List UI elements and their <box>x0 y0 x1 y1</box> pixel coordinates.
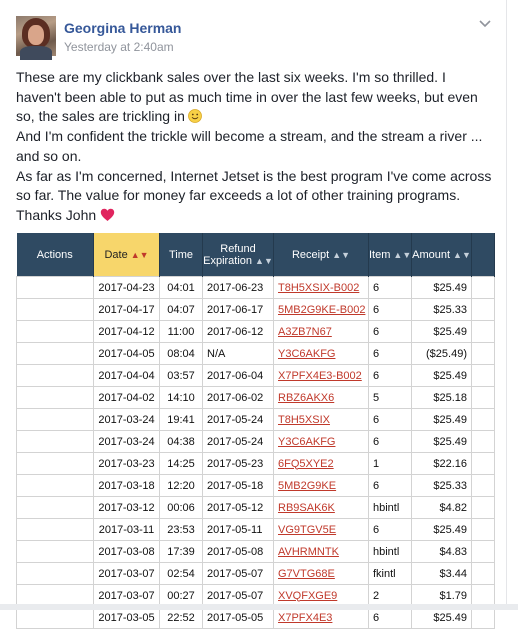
cell-amount: $25.33 <box>412 475 472 497</box>
cell-receipt <box>274 519 369 541</box>
post-paragraph: These are my clickbank sales over the last six weeks. I'm so thrilled. I haven't been able to put as much time in over the last few weeks, but even so, the sales are trickling in <box>16 69 478 125</box>
heart-icon <box>100 208 115 222</box>
cell-date: 2017-03-12 <box>94 497 160 519</box>
receipt-link[interactable]: RB9SAK6K <box>278 501 335 514</box>
cell-refund-expiration: N/A <box>203 343 274 365</box>
post-timestamp[interactable]: Yesterday at 2:40am <box>64 40 174 54</box>
cell-refund-expiration: 2017-05-24 <box>203 409 274 431</box>
cell-time: 02:54 <box>160 563 203 585</box>
cell-amount: $4.82 <box>412 497 472 519</box>
cell-refund-expiration: 2017-05-07 <box>203 585 274 607</box>
cell-actions[interactable] <box>17 497 94 519</box>
cell-time: 08:04 <box>160 343 203 365</box>
table-row <box>17 365 495 387</box>
cell-item: 6 <box>369 607 412 629</box>
table-row <box>17 387 495 409</box>
cell-amount: $25.49 <box>412 519 472 541</box>
cell-overflow <box>472 563 495 585</box>
table-row <box>17 321 495 343</box>
cell-item: 6 <box>369 277 412 299</box>
table-row <box>17 453 495 475</box>
receipt-link[interactable]: VG9TGV5E <box>278 523 337 536</box>
cell-refund-expiration: 2017-06-12 <box>203 321 274 343</box>
sales-table <box>16 233 495 629</box>
cell-item: 1 <box>369 453 412 475</box>
cell-overflow <box>472 343 495 365</box>
cell-amount: $4.83 <box>412 541 472 563</box>
cell-actions[interactable] <box>17 409 94 431</box>
cell-time: 04:07 <box>160 299 203 321</box>
cell-time: 12:20 <box>160 475 203 497</box>
cell-refund-expiration: 2017-05-24 <box>203 431 274 453</box>
table-row <box>17 519 495 541</box>
table-header-row <box>17 233 495 277</box>
cell-receipt <box>274 497 369 519</box>
table-row <box>17 431 495 453</box>
sales-table-image[interactable] <box>16 233 492 624</box>
cell-date: 2017-04-17 <box>94 299 160 321</box>
cell-overflow <box>472 497 495 519</box>
cell-date: 2017-03-18 <box>94 475 160 497</box>
receipt-link[interactable]: AVHRMNTK <box>278 545 339 558</box>
cell-receipt <box>274 475 369 497</box>
cell-actions[interactable] <box>17 321 94 343</box>
receipt-link[interactable]: 6FQ5XYE2 <box>278 457 334 470</box>
receipt-link[interactable]: Y3C6AKFG <box>278 435 336 448</box>
cell-actions[interactable] <box>17 277 94 299</box>
cell-actions[interactable] <box>17 365 94 387</box>
cell-refund-expiration: 2017-06-02 <box>203 387 274 409</box>
sort-icon[interactable]: ▲▼ <box>393 249 412 260</box>
cell-receipt <box>274 453 369 475</box>
table-row <box>17 563 495 585</box>
smile-icon <box>188 109 202 123</box>
cell-actions[interactable] <box>17 343 94 365</box>
cell-receipt <box>274 431 369 453</box>
cell-item: hbintl <box>369 497 412 519</box>
cell-receipt <box>274 409 369 431</box>
cell-overflow <box>472 409 495 431</box>
sales-table-body <box>17 277 495 629</box>
cell-overflow <box>472 387 495 409</box>
cell-refund-expiration: 2017-05-08 <box>203 541 274 563</box>
column-header-receipt[interactable]: Receipt ▲▼ <box>274 233 369 277</box>
cell-date: 2017-03-24 <box>94 409 160 431</box>
cell-overflow <box>472 321 495 343</box>
cell-overflow <box>472 299 495 321</box>
table-row <box>17 497 495 519</box>
sort-icon[interactable]: ▲▼ <box>332 249 351 260</box>
cell-item: 2 <box>369 585 412 607</box>
cell-date: 2017-03-11 <box>94 519 160 541</box>
receipt-link[interactable]: 5MB2G9KE <box>278 479 337 492</box>
cell-amount: $25.49 <box>412 409 472 431</box>
cell-receipt <box>274 541 369 563</box>
cell-actions[interactable] <box>17 387 94 409</box>
cell-date: 2017-04-02 <box>94 387 160 409</box>
table-row <box>17 475 495 497</box>
cell-date: 2017-03-08 <box>94 541 160 563</box>
cell-overflow <box>472 365 495 387</box>
receipt-link[interactable]: T8H5XSIX <box>278 413 330 426</box>
cell-receipt <box>274 299 369 321</box>
cell-refund-expiration: 2017-05-18 <box>203 475 274 497</box>
cell-refund-expiration: 2017-05-23 <box>203 453 274 475</box>
receipt-link[interactable]: RBZ6AKX6 <box>278 391 335 404</box>
cell-overflow <box>472 431 495 453</box>
cell-receipt <box>274 277 369 299</box>
cell-refund-expiration: 2017-05-07 <box>203 563 274 585</box>
cell-date: 2017-04-05 <box>94 343 160 365</box>
cell-amount: $25.49 <box>412 365 472 387</box>
receipt-link[interactable]: T8H5XSIX-B002 <box>278 281 360 294</box>
cell-refund-expiration: 2017-05-12 <box>203 497 274 519</box>
receipt-link[interactable]: A3ZB7N67 <box>278 325 332 338</box>
cell-item: 6 <box>369 343 412 365</box>
cell-date: 2017-03-07 <box>94 563 160 585</box>
author-name[interactable]: Georgina Herman <box>64 20 182 36</box>
post-paragraph: And I'm confident the trickle will become a stream, and the stream a river ... and so on. <box>16 128 483 164</box>
cell-actions[interactable] <box>17 563 94 585</box>
cell-date: 2017-04-23 <box>94 277 160 299</box>
column-header-amount[interactable]: Amount ▲▼ <box>412 233 472 277</box>
cell-item: hbintl <box>369 541 412 563</box>
cell-amount: $25.49 <box>412 321 472 343</box>
cell-amount: $25.49 <box>412 431 472 453</box>
cell-amount: $25.49 <box>412 277 472 299</box>
cell-time: 14:10 <box>160 387 203 409</box>
cell-refund-expiration: 2017-06-23 <box>203 277 274 299</box>
cell-date: 2017-03-24 <box>94 431 160 453</box>
column-header-refund-expiration[interactable]: Refund Expiration ▲▼ <box>203 233 274 277</box>
cell-item: 5 <box>369 387 412 409</box>
receipt-link[interactable]: X7PFX4E3-B002 <box>278 369 362 382</box>
sort-icon[interactable]: ▲▼ <box>255 255 273 266</box>
cell-amount: $1.79 <box>412 585 472 607</box>
column-header-date[interactable]: Date ▲▼ <box>94 233 160 277</box>
cell-item: fkintl <box>369 563 412 585</box>
cell-time: 04:01 <box>160 277 203 299</box>
cell-overflow <box>472 475 495 497</box>
cell-time: 04:38 <box>160 431 203 453</box>
cell-overflow <box>472 541 495 563</box>
cell-item: 6 <box>369 409 412 431</box>
cell-refund-expiration: 2017-06-04 <box>203 365 274 387</box>
cell-refund-expiration: 2017-05-11 <box>203 519 274 541</box>
cell-time: 14:25 <box>160 453 203 475</box>
cell-item: 6 <box>369 365 412 387</box>
cell-amount: $3.44 <box>412 563 472 585</box>
receipt-link[interactable]: G7VTG68E <box>278 567 335 580</box>
cell-date: 2017-03-07 <box>94 585 160 607</box>
table-row <box>17 299 495 321</box>
table-row <box>17 343 495 365</box>
cell-actions[interactable] <box>17 431 94 453</box>
cell-time: 23:53 <box>160 519 203 541</box>
cell-date: 2017-04-12 <box>94 321 160 343</box>
cell-item: 6 <box>369 475 412 497</box>
cell-refund-expiration: 2017-06-17 <box>203 299 274 321</box>
cell-time: 11:00 <box>160 321 203 343</box>
cell-time: 03:57 <box>160 365 203 387</box>
cell-date: 2017-03-23 <box>94 453 160 475</box>
column-header-item[interactable]: Item ▲▼ <box>369 233 412 277</box>
receipt-link[interactable]: XVQFXGE9 <box>278 589 338 602</box>
column-header-actions[interactable]: Actions <box>17 233 94 277</box>
cell-overflow <box>472 519 495 541</box>
table-row <box>17 541 495 563</box>
cell-time: 00:27 <box>160 585 203 607</box>
cell-item: 6 <box>369 519 412 541</box>
column-header-time[interactable]: Time <box>160 233 203 277</box>
column-header-overflow <box>472 233 495 277</box>
table-row <box>17 409 495 431</box>
cell-actions[interactable] <box>17 299 94 321</box>
cell-time: 19:41 <box>160 409 203 431</box>
cell-receipt <box>274 365 369 387</box>
cell-receipt <box>274 563 369 585</box>
cell-receipt <box>274 321 369 343</box>
sort-icon[interactable]: ▲▼ <box>453 249 471 260</box>
cell-time: 17:39 <box>160 541 203 563</box>
page-bottom-edge <box>0 604 518 610</box>
cell-amount: ($25.49) <box>412 343 472 365</box>
cell-item: 6 <box>369 321 412 343</box>
cell-overflow <box>472 453 495 475</box>
cell-receipt <box>274 343 369 365</box>
cell-date: 2017-03-05 <box>94 607 160 629</box>
cell-time: 00:06 <box>160 497 203 519</box>
chevron-down-icon[interactable] <box>478 18 492 28</box>
receipt-link[interactable]: Y3C6AKFG <box>278 347 336 360</box>
cell-actions[interactable] <box>17 475 94 497</box>
post-paragraph: As far as I'm concerned, Internet Jetset is the best program I've come across so far. The value for money far exceeds a lot of other training programs. Thanks John <box>16 167 492 223</box>
cell-actions[interactable] <box>17 541 94 563</box>
cell-amount: $25.18 <box>412 387 472 409</box>
receipt-link[interactable]: X7PFX4E3 <box>278 611 333 624</box>
cell-actions[interactable] <box>17 519 94 541</box>
cell-actions[interactable] <box>17 453 94 475</box>
cell-receipt <box>274 387 369 409</box>
cell-date: 2017-04-04 <box>94 365 160 387</box>
post-text <box>16 68 494 226</box>
cell-amount: $22.16 <box>412 453 472 475</box>
cell-item: 6 <box>369 299 412 321</box>
avatar[interactable] <box>16 16 56 56</box>
receipt-link[interactable]: 5MB2G9KE-B002 <box>278 303 366 316</box>
sort-icon[interactable]: ▲▼ <box>130 249 149 260</box>
cell-item: 6 <box>369 431 412 453</box>
cell-overflow <box>472 277 495 299</box>
cell-amount: $25.33 <box>412 299 472 321</box>
cell-time: 22:52 <box>160 607 203 629</box>
cell-amount: $25.49 <box>412 607 472 629</box>
table-row <box>17 277 495 299</box>
cell-refund-expiration: 2017-05-05 <box>203 607 274 629</box>
